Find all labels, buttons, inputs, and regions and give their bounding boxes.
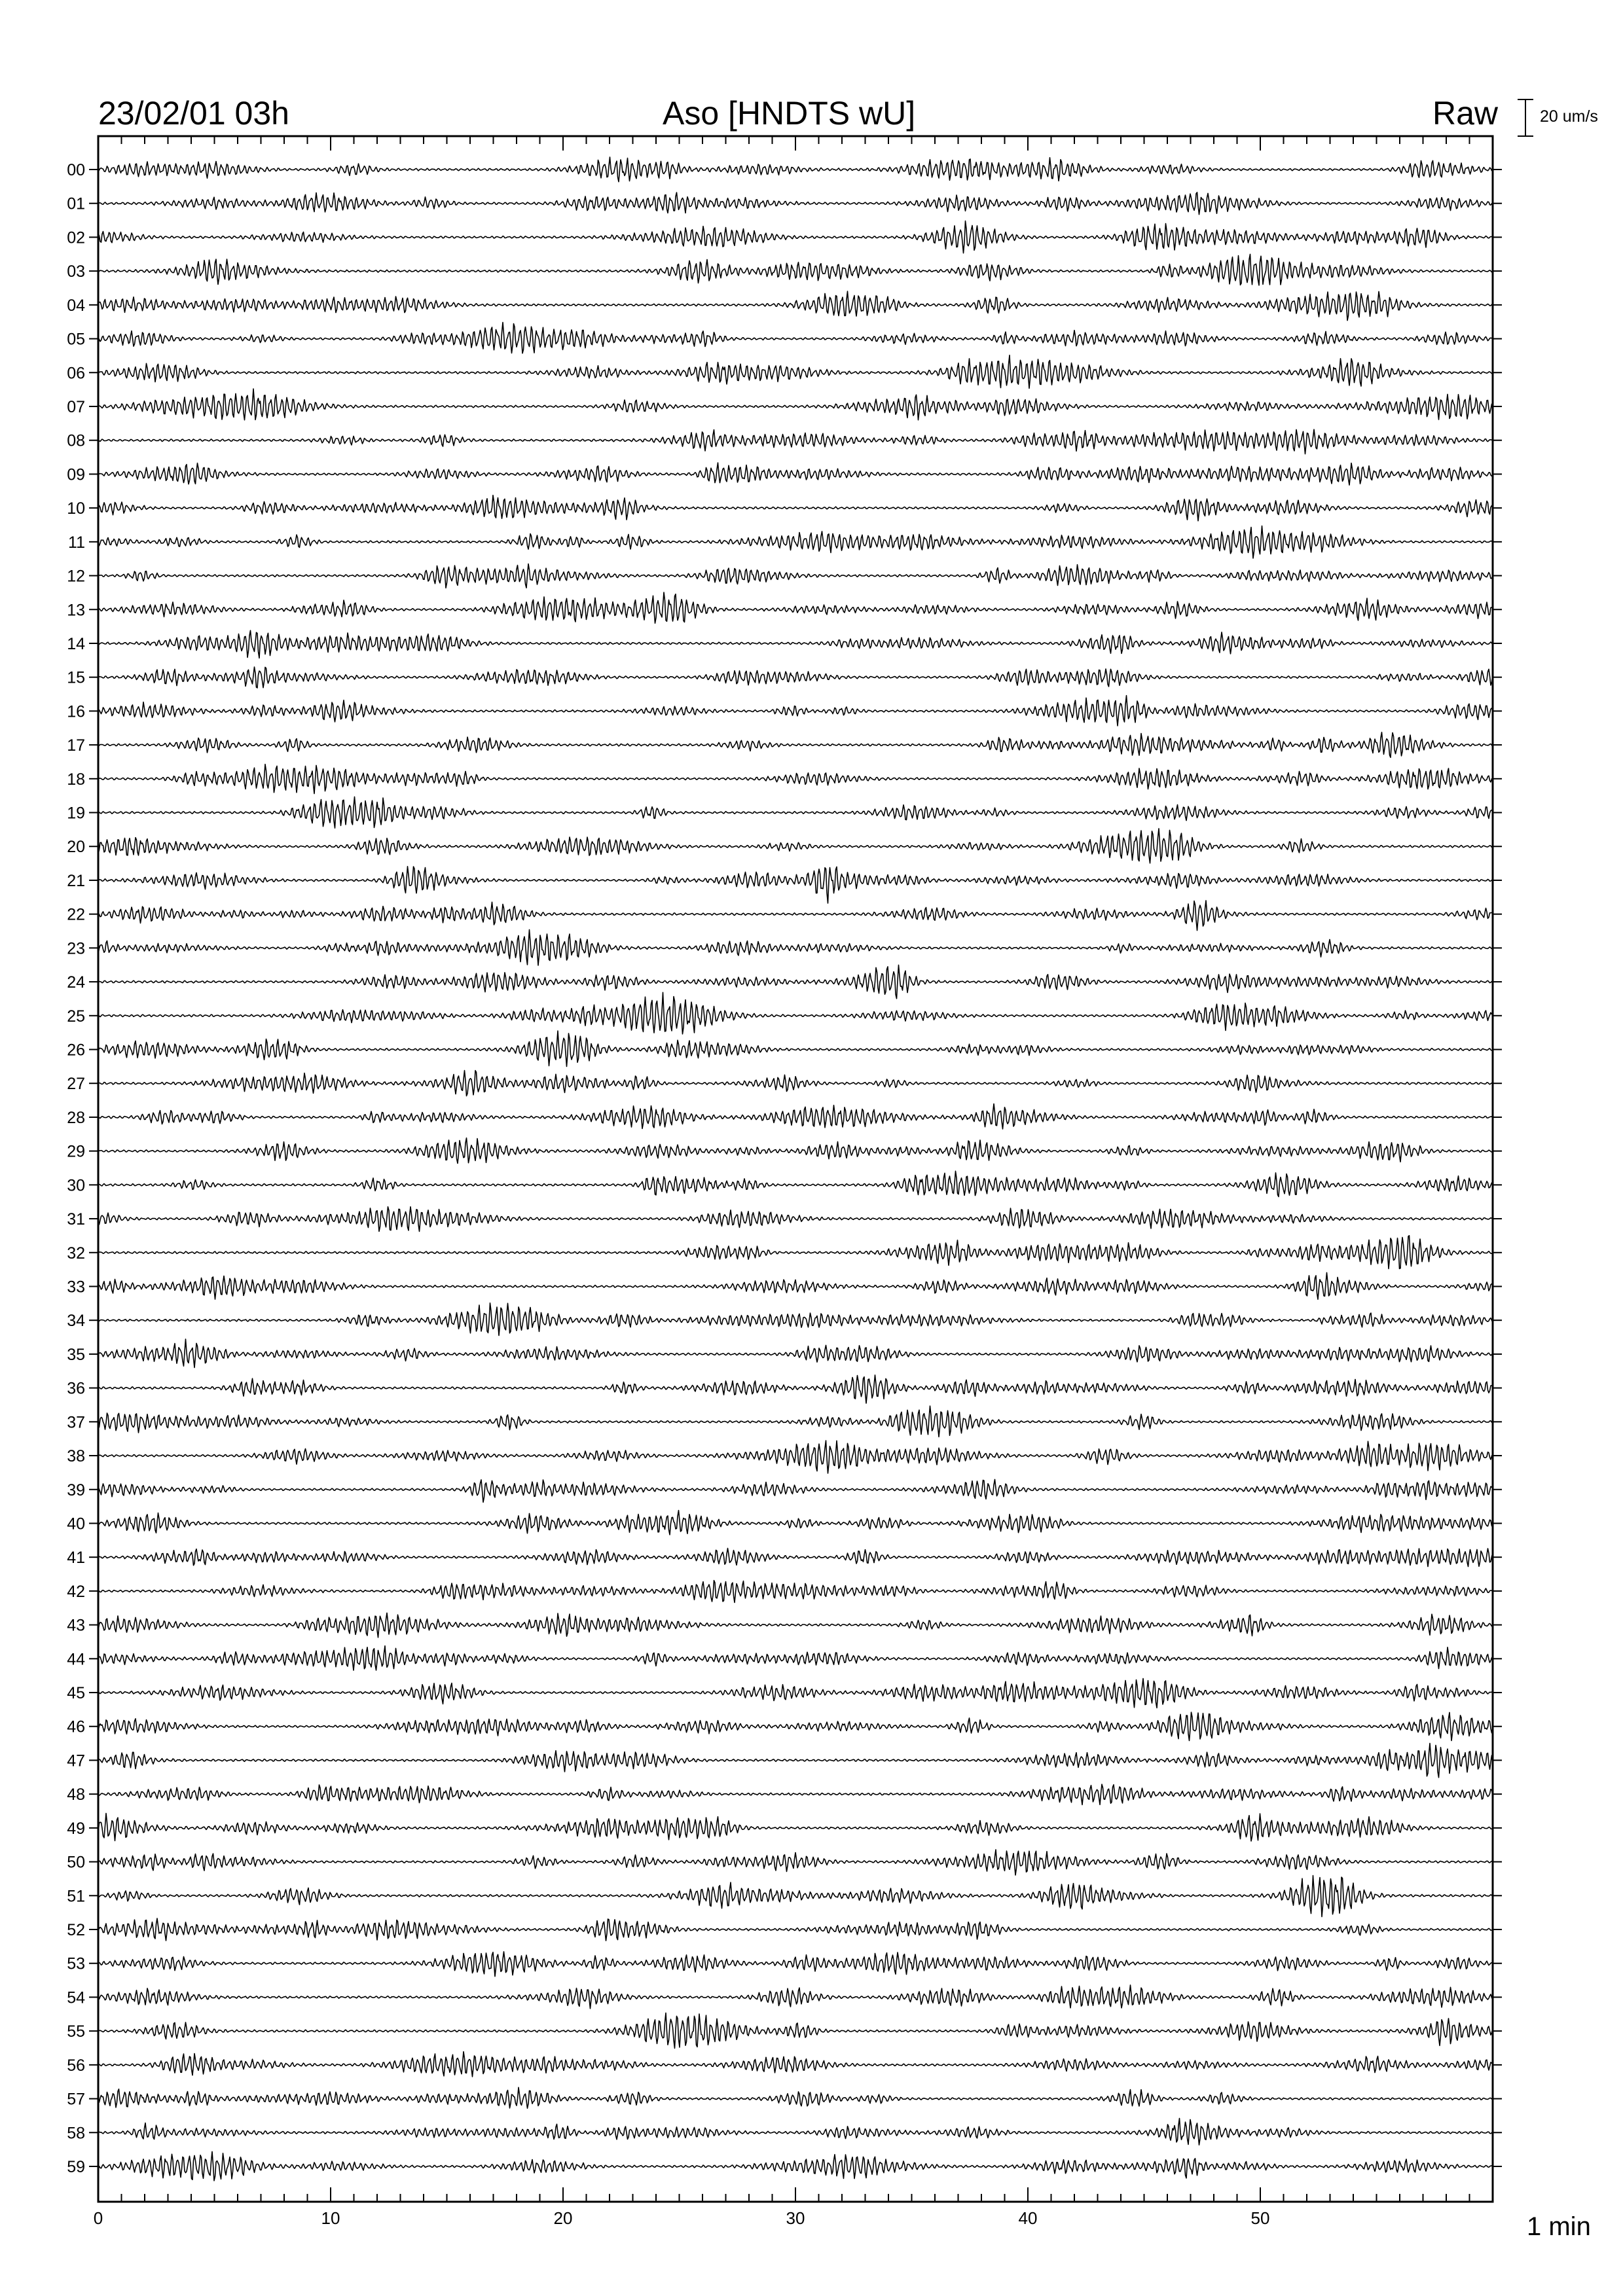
trace-row-59 — [98, 2151, 1493, 2180]
row-label: 46 — [67, 1717, 85, 1736]
trace-row-27 — [98, 1071, 1493, 1096]
row-label: 18 — [67, 770, 85, 789]
row-label: 26 — [67, 1041, 85, 1060]
trace-row-28 — [98, 1104, 1493, 1129]
amplitude-scale-label: 20 um/s — [1540, 107, 1598, 126]
row-label: 38 — [67, 1447, 85, 1466]
row-label: 23 — [67, 939, 85, 958]
trace-row-49 — [98, 1814, 1493, 1841]
trace-row-25 — [98, 992, 1493, 1034]
row-label: 12 — [67, 567, 85, 586]
row-label: 20 — [67, 838, 85, 857]
row-label: 08 — [67, 431, 85, 450]
trace-row-56 — [98, 2052, 1493, 2077]
row-label: 28 — [67, 1108, 85, 1127]
trace-row-42 — [98, 1581, 1493, 1603]
row-label: 07 — [67, 397, 85, 416]
trace-row-15 — [98, 667, 1493, 688]
row-label: 54 — [67, 1988, 85, 2007]
row-label: 43 — [67, 1616, 85, 1635]
row-label: 39 — [67, 1480, 85, 1499]
trace-row-39 — [98, 1479, 1493, 1502]
trace-row-43 — [98, 1613, 1493, 1637]
row-label: 02 — [67, 228, 85, 247]
trace-row-31 — [98, 1207, 1493, 1232]
trace-row-17 — [98, 732, 1493, 758]
trace-row-26 — [98, 1031, 1493, 1067]
trace-row-38 — [98, 1441, 1493, 1473]
trace-row-10 — [98, 495, 1493, 521]
trace-row-40 — [98, 1511, 1493, 1535]
trace-row-32 — [98, 1236, 1493, 1269]
x-tick-label: 10 — [321, 2208, 340, 2228]
trace-row-57 — [98, 2087, 1493, 2108]
row-label: 58 — [67, 2124, 85, 2143]
row-label: 52 — [67, 1921, 85, 1940]
row-label: 09 — [67, 465, 85, 484]
trace-row-33 — [98, 1272, 1493, 1299]
row-label-group — [67, 161, 85, 2176]
row-label: 10 — [67, 499, 85, 518]
row-label: 49 — [67, 1819, 85, 1838]
row-label: 41 — [67, 1549, 85, 1568]
row-label: 44 — [67, 1650, 85, 1669]
trace-row-02 — [98, 221, 1493, 253]
row-label: 13 — [67, 601, 85, 620]
row-label: 50 — [67, 1853, 85, 1872]
row-label: 00 — [67, 161, 85, 179]
row-label: 24 — [67, 973, 85, 992]
x-tick-label: 40 — [1018, 2208, 1038, 2228]
trace-row-53 — [98, 1952, 1493, 1977]
row-label: 31 — [67, 1210, 85, 1229]
trace-row-58 — [98, 2119, 1493, 2145]
trace-row-30 — [98, 1171, 1493, 1196]
row-label: 03 — [67, 262, 85, 281]
trace-row-50 — [98, 1850, 1493, 1875]
trace-row-07 — [98, 389, 1493, 420]
row-label: 45 — [67, 1684, 85, 1703]
trace-row-29 — [98, 1138, 1493, 1164]
row-label: 40 — [67, 1515, 85, 1534]
row-label: 36 — [67, 1379, 85, 1398]
trace-group — [98, 157, 1493, 2181]
row-label: 57 — [67, 2090, 85, 2109]
trace-row-45 — [98, 1679, 1493, 1708]
trace-row-47 — [98, 1744, 1493, 1778]
row-label: 47 — [67, 1751, 85, 1770]
trace-row-06 — [98, 355, 1493, 389]
row-label: 34 — [67, 1312, 85, 1331]
row-label: 21 — [67, 871, 85, 890]
trace-row-44 — [98, 1646, 1493, 1670]
row-label: 51 — [67, 1887, 85, 1906]
trace-row-14 — [98, 630, 1493, 658]
trace-row-09 — [98, 463, 1493, 485]
row-label: 37 — [67, 1413, 85, 1432]
row-label: 59 — [67, 2158, 85, 2176]
trace-row-34 — [98, 1303, 1493, 1336]
trace-row-41 — [98, 1549, 1493, 1567]
trace-row-18 — [98, 764, 1493, 794]
trace-row-05 — [98, 323, 1493, 353]
row-label: 53 — [67, 1954, 85, 1973]
mode-label: Raw — [1432, 95, 1499, 132]
row-label: 06 — [67, 364, 85, 383]
row-label: 55 — [67, 2022, 85, 2041]
row-label: 04 — [67, 296, 85, 315]
trace-row-08 — [98, 429, 1493, 454]
row-label: 22 — [67, 905, 85, 924]
trace-row-23 — [98, 929, 1493, 965]
row-label: 19 — [67, 804, 85, 823]
row-label: 30 — [67, 1176, 85, 1195]
row-label: 17 — [67, 736, 85, 755]
trace-row-37 — [98, 1406, 1493, 1437]
row-label: 48 — [67, 1785, 85, 1804]
row-label: 32 — [67, 1244, 85, 1263]
row-label: 29 — [67, 1142, 85, 1161]
trace-row-19 — [98, 797, 1493, 828]
row-label: 05 — [67, 330, 85, 349]
date-hour-label: 23/02/01 03h — [98, 95, 289, 132]
trace-row-20 — [98, 829, 1493, 863]
trace-row-24 — [98, 965, 1493, 998]
row-label: 42 — [67, 1582, 85, 1601]
row-label: 35 — [67, 1345, 85, 1364]
trace-row-11 — [98, 526, 1493, 558]
x-axis-unit: 1 min — [1527, 2212, 1591, 2241]
trace-row-22 — [98, 901, 1493, 931]
trace-row-52 — [98, 1918, 1493, 1941]
trace-row-03 — [98, 254, 1493, 285]
trace-row-13 — [98, 592, 1493, 623]
trace-row-36 — [98, 1375, 1493, 1403]
x-tick-label: 0 — [93, 2208, 103, 2228]
trace-row-46 — [98, 1712, 1493, 1740]
trace-row-01 — [98, 192, 1493, 215]
row-label: 27 — [67, 1075, 85, 1094]
row-label: 33 — [67, 1278, 85, 1297]
station-title: Aso [HNDTS wU] — [663, 95, 916, 132]
trace-row-16 — [98, 696, 1493, 726]
row-label: 11 — [68, 533, 85, 552]
trace-row-48 — [98, 1784, 1493, 1804]
row-label: 01 — [67, 194, 85, 213]
row-label: 14 — [67, 634, 85, 653]
x-tick-label-group — [94, 2208, 1270, 2228]
trace-row-54 — [98, 1985, 1493, 2009]
trace-row-55 — [98, 2013, 1493, 2049]
row-label: 56 — [67, 2056, 85, 2075]
trace-row-51 — [98, 1876, 1493, 1917]
trace-row-35 — [98, 1339, 1493, 1368]
row-label: 25 — [67, 1007, 85, 1026]
x-tick-label: 30 — [786, 2208, 805, 2228]
row-label: 15 — [67, 668, 85, 687]
trace-row-04 — [98, 291, 1493, 321]
trace-row-00 — [98, 157, 1493, 182]
x-tick-label: 50 — [1250, 2208, 1270, 2228]
trace-row-12 — [98, 564, 1493, 588]
x-tick-label: 20 — [553, 2208, 573, 2228]
trace-row-21 — [98, 867, 1493, 903]
row-label: 16 — [67, 702, 85, 721]
